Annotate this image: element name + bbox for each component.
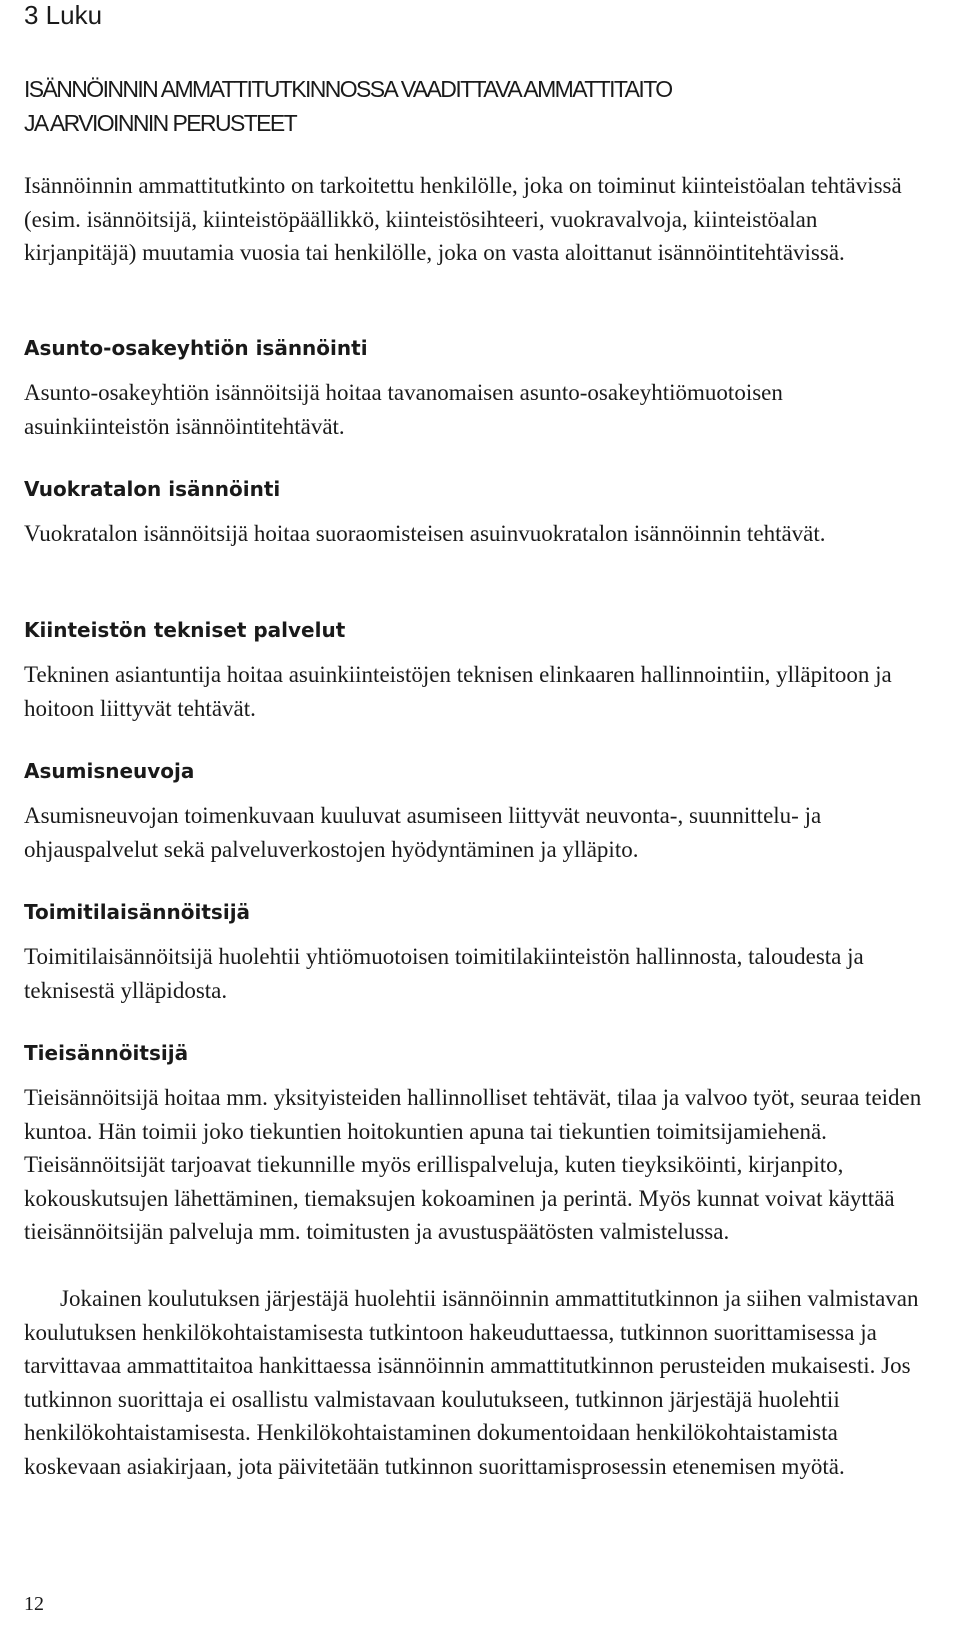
closing-paragraph: Jokainen koulutuksen järjestäjä huolehtii isännöinnin ammattitutkinnon ja siihen valmistavan koulutuksen henkilökohtaistamisesta tutkintoon hakeuduttaessa, tutkinnon suorittamisessa ja tarvittavaa ammattitaitoa hankittaessa isännöinnin ammattitutkinnon perusteiden mukaisesti. Jos tutkinnon suorittaja ei osallistu valmistavaan koulutukseen, tutkinnon järjestäjä huolehtii henkilökohtaistamisesta. Henkilökohtaistaminen dokumentoidaan henkilökohtaistamista koskevaan asiakirjaan, jota päivitetään tutkinnon suorittamisprosessin etenemisen myötä. — [24, 1286, 919, 1479]
section-heading-asumisneuvoja: Asumisneuvoja — [24, 759, 195, 783]
page-title-line-1: ISÄNNÖINNIN AMMATTITUTKINNOSSA VAADITTAVA AMMATTITAITO — [24, 76, 672, 102]
section-heading-tekniset-palvelut: Kiinteistön tekniset palvelut — [24, 618, 346, 642]
page-title — [24, 72, 942, 140]
section-heading-asunto-osakeyhtio: Asunto-osakeyhtiön isännöinti — [24, 336, 368, 360]
page-title-line-2: JA ARVIOINNIN PERUSTEET — [24, 110, 297, 136]
section-heading-tieisannoitsija: Tieisännöitsijä — [24, 1041, 189, 1065]
section-heading-toimitilaisannoitsija: Toimitilaisännöitsijä — [24, 900, 251, 924]
section-text-vuokratalo: Vuokratalon isännöitsijä hoitaa suoraomisteisen asuinvuokratalon isännöinnin tehtävät. — [24, 521, 826, 546]
section-text-toimitilaisannoitsija: Toimitilaisännöitsijä huolehtii yhtiömuotoisen toimitilakiinteistön hallinnosta, taloudesta ja teknisestä ylläpidosta. — [24, 944, 864, 1003]
section-heading-vuokratalo: Vuokratalon isännöinti — [24, 477, 281, 501]
section-text-tieisannoitsija: Tieisännöitsijä hoitaa mm. yksityisteiden hallinnolliset tehtävät, tilaa ja valvoo työt, seuraa teiden kuntoa. Hän toimii joko tiekuntien hoitokuntien apuna tai tiekuntien toimitsijamiehenä. Tieisännöitsijät tarjoavat tiekunnille myös erillispalveluja, kuten tieyksiköinti, kirjanpito, kokouskutsujen lähettäminen, tiemaksujen kokoaminen ja perintä. Myös kunnat voivat käyttää tieisännöitsijän palveluja mm. toimitusten ja avustuspäätösten valmistelussa. — [24, 1085, 922, 1244]
intro-paragraph: Isännöinnin ammattitutkinto on tarkoitettu henkilölle, joka on toiminut kiinteistöalan tehtävissä (esim. isännöitsijä, kiinteistöpäällikkö, kiinteistösihteeri, vuokravalvoja, kiinteistöalan kirjanpitäjä) muutamia vuosia tai henkilölle, joka on vasta aloittanut isännöintitehtävissä. — [24, 173, 902, 265]
section-text-asunto-osakeyhtio: Asunto-osakeyhtiön isännöitsijä hoitaa tavanomaisen asunto-osakeyhtiömuotoisen asuinkiinteistön isännöintitehtävät. — [24, 380, 783, 439]
section-text-asumisneuvoja: Asumisneuvojan toimenkuvaan kuuluvat asumiseen liittyvät neuvonta-, suunnittelu- ja ohjauspalvelut sekä palveluverkostojen hyödyntäminen ja ylläpito. — [24, 803, 822, 862]
chapter-label: 3 Luku — [24, 0, 103, 30]
section-text-tekniset-palvelut: Tekninen asiantuntija hoitaa asuinkiinteistöjen teknisen elinkaaren hallinnointiin, ylläpitoon ja hoitoon liittyvät tehtävät. — [24, 662, 892, 721]
page-number: 12 — [24, 1593, 44, 1615]
